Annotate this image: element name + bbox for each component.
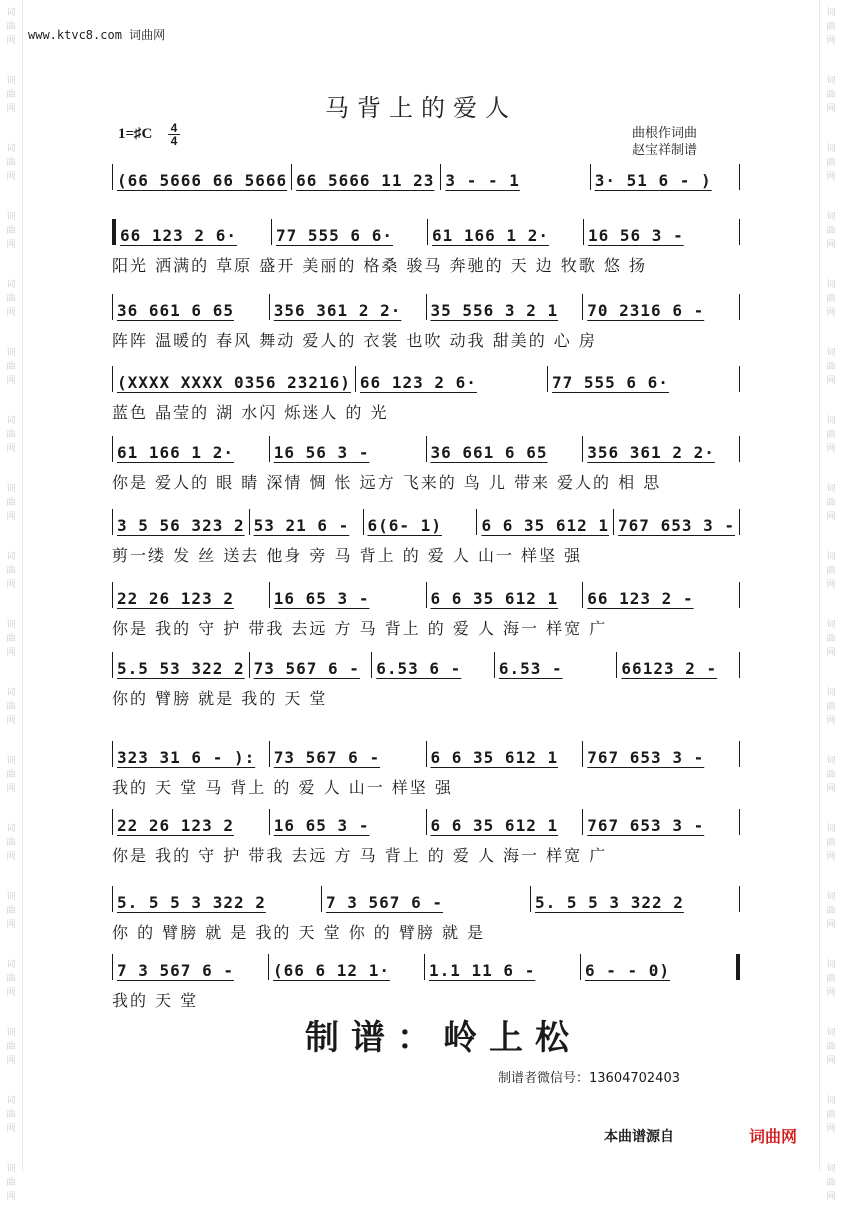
barline	[739, 164, 740, 190]
watermark-text: 词曲网	[6, 144, 16, 182]
key-signature: 1=♯C	[118, 126, 153, 142]
measure: (XXXX XXXX 0356 23216)	[117, 373, 351, 392]
measure: 6 6 35 612 1	[430, 816, 559, 835]
watermark-text: 词曲网	[826, 144, 836, 182]
score-system	[112, 505, 740, 565]
measure: 66 123 2 6·	[359, 373, 477, 392]
watermark-text: 词曲网	[826, 1096, 836, 1134]
barline	[739, 886, 740, 912]
notation-line	[112, 290, 740, 320]
measure: 73 567 6 -	[253, 659, 360, 678]
measure: 6 6 35 612 1	[481, 516, 610, 535]
barline	[739, 652, 740, 678]
barline	[736, 954, 740, 980]
measure: 70 2316 6 -	[587, 301, 705, 320]
measure: (66 6 12 1·	[273, 961, 390, 980]
watermark-text: 词曲网	[826, 484, 836, 522]
measure: 16 65 3 -	[273, 589, 370, 608]
watermark-text: 词曲网	[826, 688, 836, 726]
measure: 6.53 -	[498, 659, 563, 678]
song-title: 马背上的爱人	[325, 94, 517, 122]
measure: 36 661 6 65	[430, 443, 548, 462]
notation-line	[112, 362, 740, 392]
barline	[739, 294, 740, 320]
site-url: www.ktvc8.com 词曲网	[28, 28, 166, 42]
lyrics-line: 你 的 臂膀 就 是 我的 天 堂 你 的 臂膀 就 是	[112, 923, 486, 942]
credits	[632, 125, 697, 159]
measure: 7 3 567 6 -	[117, 961, 234, 980]
score-system	[112, 882, 740, 942]
measure: 22 26 123 2	[117, 589, 234, 608]
measure: 5. 5 5 3 322 2	[535, 893, 684, 912]
measure: 6 6 35 612 1	[430, 589, 559, 608]
lyrics-line: 你是 我的 守 护 带我 去远 方 马 背上 的 爱 人 海一 样宽 广	[112, 846, 608, 865]
lyrics-line: 蓝色 晶莹的 湖 水闪 烁迷人 的 光	[112, 403, 389, 422]
score-system	[112, 737, 740, 797]
watermark-text: 词曲网	[6, 1028, 16, 1066]
watermark-text: 词曲网	[826, 892, 836, 930]
measure: 3 - - 1	[445, 171, 520, 190]
measure: 35 556 3 2 1	[430, 301, 559, 320]
credit-arranger: 赵宝祥制谱	[632, 143, 698, 158]
measure: 73 567 6 -	[273, 748, 381, 767]
measure: 66 123 2 6·	[120, 226, 237, 245]
measure: 36 661 6 65	[117, 301, 234, 320]
watermark-text: 词曲网	[826, 1164, 836, 1202]
watermark-text: 词曲网	[826, 552, 836, 590]
measure: 6 - - 0)	[585, 961, 671, 980]
measure: (66 5666 66 5666	[117, 171, 288, 190]
notation-line	[112, 505, 740, 535]
measure: 356 361 2 2·	[273, 301, 402, 320]
measure: 7 3 567 6 -	[326, 893, 443, 912]
notation-line	[112, 578, 740, 608]
score-system	[112, 362, 740, 422]
watermark-text: 词曲网	[6, 960, 16, 998]
score-system	[112, 805, 740, 865]
lyrics-line: 我的 天 堂 马 背上 的 爱 人 山一 样坚 强	[112, 778, 453, 797]
measure: 356 361 2 2·	[587, 443, 715, 462]
measure: 323 31 6 - ):	[117, 748, 256, 767]
measure: 5. 5 5 3 322 2	[117, 893, 266, 912]
measure: 61 166 1 2·	[117, 443, 234, 462]
watermark-text: 词曲网	[826, 76, 836, 114]
score-system	[112, 290, 740, 350]
lyrics-line: 你是 爱人的 眼 睛 深情 惆 怅 远方 飞来的 鸟 儿 带来 爱人的 相 思	[112, 473, 662, 492]
notation-line	[112, 215, 740, 245]
score-system	[112, 578, 740, 638]
watermark-text: 词曲网	[6, 688, 16, 726]
measure: 77 555 6 6·	[276, 226, 393, 245]
measure: 767 653 3 -	[618, 516, 735, 535]
notation-line	[112, 882, 740, 912]
watermark-text: 词曲网	[6, 756, 16, 794]
notation-line	[112, 648, 740, 678]
measure: 6 6 35 612 1	[430, 748, 559, 767]
watermark-text: 词曲网	[6, 824, 16, 862]
lyrics-line: 剪一缕 发 丝 送去 他身 旁 马 背上 的 爱 人 山一 样坚 强	[112, 546, 583, 565]
watermark-text: 词曲网	[826, 756, 836, 794]
notation-line	[112, 432, 740, 462]
watermark-text: 词曲网	[6, 416, 16, 454]
measure: 16 65 3 -	[273, 816, 370, 835]
lyrics-line: 你是 我的 守 护 带我 去远 方 马 背上 的 爱 人 海一 样宽 广	[112, 619, 608, 638]
watermark-text: 词曲网	[6, 552, 16, 590]
watermark-text: 词曲网	[826, 348, 836, 386]
watermark-text: 词曲网	[6, 212, 16, 250]
barline	[739, 741, 740, 767]
measure: 61 166 1 2·	[432, 226, 549, 245]
watermark-text: 词曲网	[826, 1028, 836, 1066]
source-label: 本曲谱源自	[604, 1129, 674, 1145]
measure: 16 56 3 -	[588, 226, 684, 245]
time-signature	[168, 122, 180, 147]
credit-composer: 曲根作词曲	[632, 126, 698, 141]
watermark-text: 词曲网	[826, 620, 836, 658]
lyrics-line: 你的 臂膀 就是 我的 天 堂	[112, 689, 328, 708]
barline	[739, 582, 740, 608]
measure: 3 5 56 323 2	[117, 516, 245, 535]
watermark-text: 词曲网	[826, 416, 836, 454]
watermark-text: 词曲网	[826, 960, 836, 998]
notation-line	[112, 805, 740, 835]
measure: 3· 51 6 - )	[594, 171, 712, 190]
watermark-text: 词曲网	[826, 280, 836, 318]
watermark-text: 词曲网	[6, 1096, 16, 1134]
right-watermark-strip	[819, 0, 842, 1202]
time-sig-top: 4	[170, 121, 178, 135]
watermark-text: 词曲网	[6, 348, 16, 386]
measure: 66 5666 11 23	[296, 171, 435, 190]
measure: 66123 2 -	[621, 659, 718, 678]
lyrics-line: 阳光 洒满的 草原 盛开 美丽的 格桑 骏马 奔驰的 天 边 牧歌 悠 扬	[112, 256, 648, 275]
score-system	[112, 160, 740, 220]
measure: 77 555 6 6·	[551, 373, 669, 392]
measure: 1.1 11 6 -	[429, 961, 536, 980]
watermark-text: 词曲网	[6, 892, 16, 930]
maker-wechat: 制谱者微信号：13604702403	[498, 1071, 680, 1086]
watermark-text: 词曲网	[6, 620, 16, 658]
lyrics-line: 阵阵 温暖的 春风 舞动 爱人的 衣裳 也吹 动我 甜美的 心 房	[112, 331, 597, 350]
maker-signature: 制谱：岭上松	[305, 1018, 581, 1058]
notation-line	[112, 737, 740, 767]
barline	[739, 366, 740, 392]
measure: 53 21 6 -	[253, 516, 350, 535]
watermark-text: 词曲网	[6, 8, 16, 46]
measure: 5.5 53 322 2	[117, 659, 245, 678]
measure: 66 123 2 -	[587, 589, 694, 608]
watermark-text: 词曲网	[826, 824, 836, 862]
watermark-text: 词曲网	[826, 8, 836, 46]
watermark-text: 词曲网	[6, 76, 16, 114]
barline	[739, 509, 740, 535]
measure: 6(6- 1)	[367, 516, 442, 535]
score-system	[112, 950, 740, 1010]
time-sig-bottom: 4	[168, 134, 180, 147]
measure: 767 653 3 -	[587, 748, 705, 767]
notation-line	[112, 950, 740, 980]
measure: 16 56 3 -	[273, 443, 370, 462]
measure: 6.53 6 -	[376, 659, 462, 678]
barline	[739, 219, 740, 245]
score-system	[112, 648, 740, 708]
watermark-text: 词曲网	[6, 484, 16, 522]
barline	[739, 436, 740, 462]
measure: 767 653 3 -	[587, 816, 705, 835]
barline	[739, 809, 740, 835]
lyrics-line: 我的 天 堂	[112, 991, 199, 1010]
watermark-text: 词曲网	[6, 280, 16, 318]
watermark-text: 词曲网	[826, 212, 836, 250]
score-system	[112, 215, 740, 275]
measure: 22 26 123 2	[117, 816, 234, 835]
brand-label: 词曲网	[749, 1127, 798, 1146]
notation-line	[112, 160, 740, 190]
left-watermark-strip	[0, 0, 23, 1202]
score-system	[112, 432, 740, 492]
watermark-text: 词曲网	[6, 1164, 16, 1202]
